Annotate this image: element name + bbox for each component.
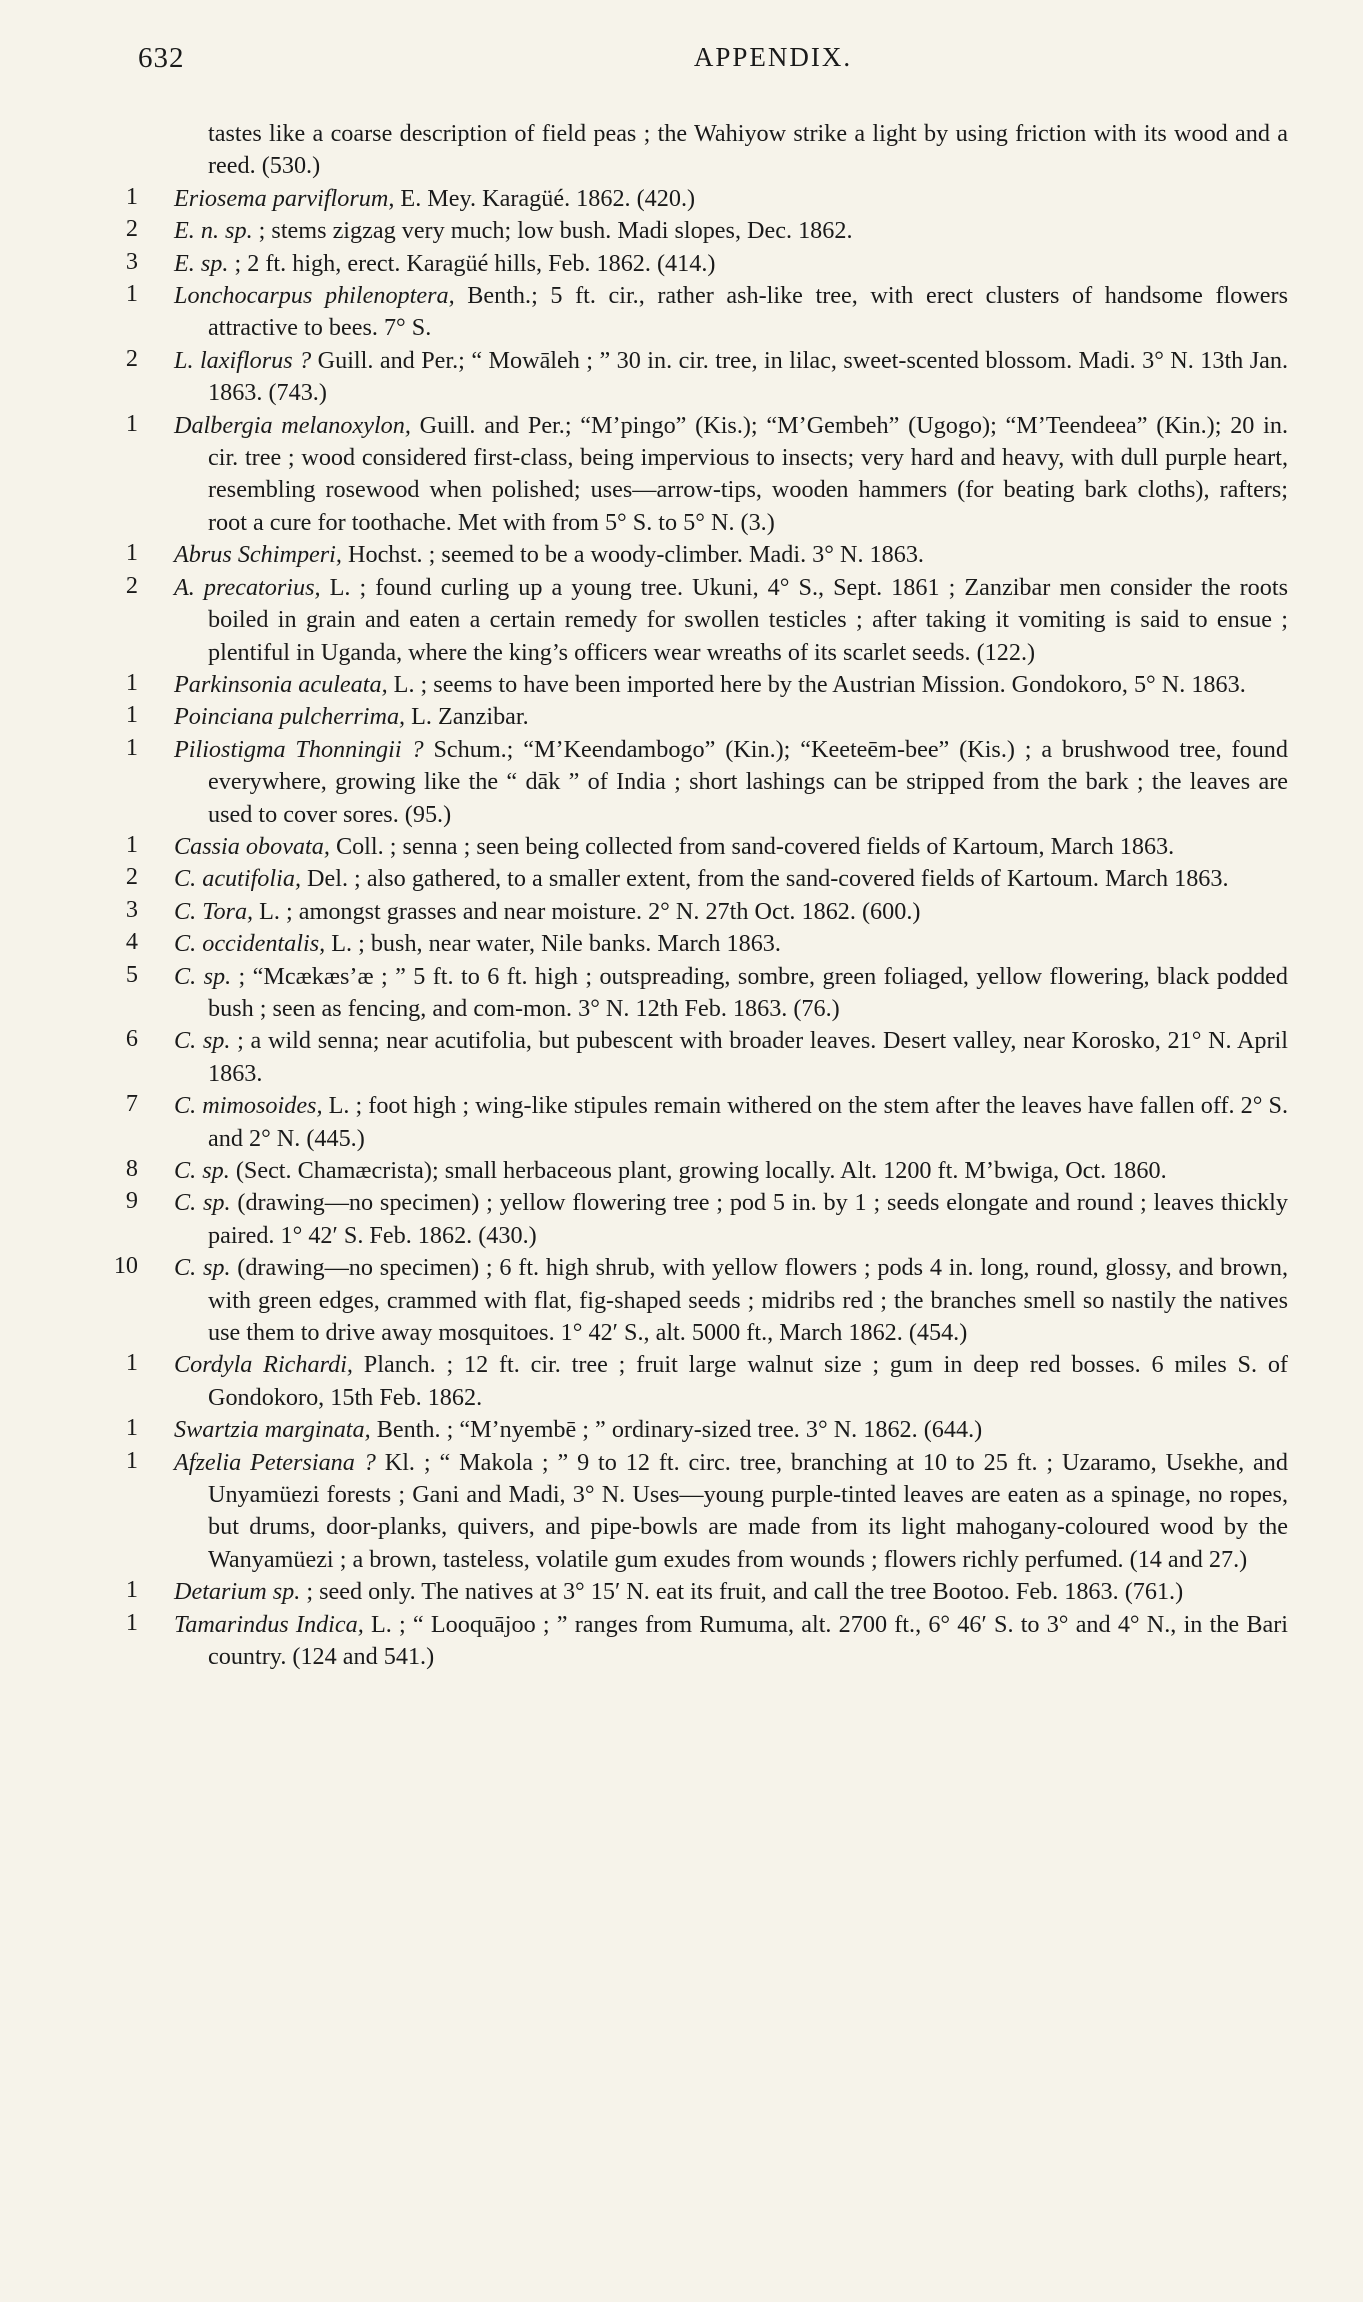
entry [125,1155,1288,1187]
entry-number-text: 1 [125,830,138,858]
entry-number-text: 1 [125,1349,138,1377]
species-name: C. occidentalis, [174,930,326,958]
entry [125,280,1288,345]
species-name: Tamarindus Indica, [174,1610,364,1638]
entry-description: (Sect. Chamæcrista); small herbaceous plant, growing locally. Alt. 1200 ft. M’bwiga, Oct. 1860. [229,1157,1167,1184]
entry-number-text: 2 [125,215,138,243]
entry [125,928,1288,960]
entry-description: Kl. ; “ Makola ; ” 9 to 12 ft. circ. tree, branching at 10 to 25 ft. ; Uzaramo, Usekhe, and Unyamüezi forests ; Gani and Madi, 3° N. Uses—young purple-tinted leaves are eaten as a spinage, no ropes, but drums, door-planks, quivers, and pipe-bowls are made from its light mahogany-coloured wood by the Wanyamüezi ; a brown, tasteless, volatile gum exudes from wounds ; flowers richly perfumed. (14 and 27.) [208,1448,1288,1573]
entry-description: ; seed only. The natives at 3° 15′ N. eat its fruit, and call the tree Bootoo. Feb. 1863. (761.) [300,1578,1184,1606]
entry [125,1025,1289,1090]
entry-number-text: 6 [125,1025,138,1053]
entry-description: ; “Mcækæs’æ ; ” 5 ft. to 6 ft. high ; outspreading, sombre, green foliaged, yellow flowering, black podded bush ; seen as fencing, and com-mon. 3° N. 12th Feb. 1863. (76.) [208,962,1288,1022]
entry [125,571,1288,669]
entry-number-text: 5 [125,960,138,988]
species-name: L. laxiflorus ? [174,346,312,374]
species-name: Parkinsonia aculeata, [174,670,388,698]
entry [125,701,1288,733]
page-number: 632 [138,42,185,74]
entry-list [113,182,1289,1674]
entry-number-text: 4 [125,928,138,956]
species-name: Piliostigma Thonningii ? [174,735,424,763]
entry-description: Guill. and Per.; “M’pingo” (Kis.); “M’Gembeh” (Ugogo); “M’Teendeea” (Kin.); 20 in. cir. tree ; wood considered first-class, being impervious to insects; very hard and heavy, with dull purple heart, resembling rosewood when polished; uses—arrow-tips, wooden hammers (for beating bark cloths), rafters; root a cure for toothache. Met with from 5° S. to 5° N. (3.) [208,411,1288,536]
entry-description: Hochst. ; seemed to be a woody-climber. Madi. 3° N. 1863. [341,541,924,569]
entry [125,215,1288,247]
entry [125,182,1288,215]
entry-number-text: 10 [113,1252,138,1280]
entry-number-text: 1 [125,539,138,567]
entry-number-text: 1 [125,701,138,729]
species-name: Eriosema parviflorum, [174,184,395,212]
species-name: A. precatorius, [174,573,321,601]
entry-description: Coll. ; senna ; seen being collected from sand-covered fields of Kartoum, March 1863. [329,832,1175,860]
entry [125,830,1288,863]
species-name: Swartzia marginata, [174,1416,371,1444]
entry [125,895,1288,928]
entry-number-text: 2 [125,863,138,891]
running-head: APPENDIX. [693,42,853,72]
entry [125,344,1288,410]
entry-number-text: 7 [125,1090,138,1118]
entry [125,1187,1288,1252]
entry-number-text: 1 [125,1414,138,1442]
entry-description: (drawing—no specimen) ; 6 ft. high shrub, with yellow flowers ; pods 4 in. long, round, glossy, and brown, with green edges, crammed with flat, fig-shaped seeds ; midribs red ; the branches smell so nastily the natives use them to drive away mosquitoes. 1° 42′ S., alt. 5000 ft., March 1862. (454.) [208,1254,1289,1347]
entry [125,1608,1288,1674]
entry-description: ; a wild senna; near acutifolia, but pubescent with broader leaves. Desert valley, near Korosko, 21° N. April 1863. [208,1027,1289,1087]
entry-description: Benth. ; “M’nyembē ; ” ordinary-sized tree. 3° N. 1862. (644.) [370,1416,983,1444]
species-name: C. sp. [174,1157,230,1184]
species-name: C. Tora, [174,897,254,925]
entry-number-text: 1 [125,733,138,761]
entry [125,1576,1288,1608]
entry-number-text: 2 [125,344,138,372]
entry [125,1414,1288,1446]
entry-number-text: 3 [125,895,138,923]
species-name: Poinciana pulcherrima, [174,703,406,731]
entry-description: L. ; “ Looquājoo ; ” ranges from Rumuma, alt. 2700 ft., 6° 46′ S. to 3° and 4° N., in the Bari country. (124 and 541.) [208,1610,1288,1671]
entry-description: L. ; bush, near water, Nile banks. March 1863. [325,930,781,958]
entry-description: L. Zanzibar. [405,703,529,731]
entry-description: L. ; seems to have been imported here by the Austrian Mission. Gondokoro, 5° N. 1863. [387,670,1246,698]
entry [125,539,1288,571]
continuation-text: tastes like a coarse description of field peas ; the Wahiyow strike a light by using friction with its wood and a reed. (530.) [208,120,1288,180]
species-name: E. sp. [174,249,229,277]
entry-number-text: 2 [125,571,138,599]
entry [125,247,1288,280]
species-name: Afzelia Petersiana ? [174,1448,376,1476]
appendix-entries [113,118,1289,1674]
entry-number-text: 1 [125,280,138,308]
entry [125,863,1288,895]
entry-number-text: 1 [125,668,138,696]
entry [113,1252,1289,1349]
entry-description: Guill. and Per.; “ Mowāleh ; ” 30 in. cir. tree, in lilac, sweet-scented blossom. Madi. 3° N. 13th Jan. 1863. (743.) [208,346,1288,407]
entry-description: (drawing—no specimen) ; yellow flowering tree ; pod 5 in. by 1 ; seeds elongate and round ; leaves thickly paired. 1° 42′ S. Feb. 1862. (430.) [208,1189,1288,1249]
entry-description: L. ; found curling up a young tree. Ukuni, 4° S., Sept. 1861 ; Zanzibar men consider the roots boiled in grain and eaten a certain remedy for swollen testicles ; after taking it vomiting is said to ensue ; plentiful in Uganda, where the king’s officers wear wreaths of its scarlet seeds. (122.) [208,573,1288,666]
entry-description: L. ; foot high ; wing-like stipules remain withered on the stem after the leaves have fallen off. 2° S. and 2° N. (445.) [208,1092,1288,1152]
entry [125,960,1288,1026]
entry-description: ; 2 ft. high, erect. Karagüé hills, Feb. 1862. (414.) [228,249,716,277]
entry-description: Benth.; 5 ft. cir., rather ash-like tree, with erect clusters of handsome flowers attractive to bees. 7° S. [208,282,1288,342]
entry [125,1090,1288,1155]
entry [125,668,1288,701]
species-name: C. sp. [174,1189,231,1217]
entry-number-text: 3 [125,247,138,275]
page-header [138,42,1288,94]
entry [125,409,1288,540]
entry-number-text: 1 [125,182,138,210]
species-name: Dalbergia melanoxylon, [174,411,411,439]
entry-number-text: 9 [125,1187,138,1215]
species-name: C. sp. [174,962,232,990]
entry-number-text: 1 [125,1446,138,1474]
entry-description: E. Mey. Karagüé. 1862. (420.) [394,184,696,212]
species-name: C. acutifolia, [174,865,301,893]
entry-number-text: 1 [125,1608,138,1636]
entry [125,733,1288,831]
species-name: Cordyla Richardi, [174,1351,353,1379]
entry-number-text: 8 [125,1155,138,1182]
species-name: Abrus Schimperi, [174,541,342,569]
entry-description: Planch. ; 12 ft. cir. tree ; fruit large walnut size ; gum in deep red bosses. 6 miles S. of Gondokoro, 15th Feb. 1862. [208,1351,1288,1411]
species-name: E. n. sp. [174,217,253,245]
entry [125,1349,1288,1414]
entry-description: Del. ; also gathered, to a smaller extent, from the sand-covered fields of Kartoum. March 1863. [300,865,1229,893]
species-name: C. sp. [174,1254,231,1282]
entry [125,1446,1288,1577]
species-name: Cassia obovata, [174,832,330,860]
species-name: C. mimosoides, [174,1092,323,1120]
entry-number-text: 1 [125,409,138,437]
species-name: Lonchocarpus philenoptera, [174,282,455,310]
species-name: C. sp. [174,1027,231,1055]
entry-description: L. ; amongst grasses and near moisture. 2° N. 27th Oct. 1862. (600.) [253,897,921,925]
entry-description: Schum.; “M’Keendambogo” (Kin.); “Keeteēm-bee” (Kis.) ; a brushwood tree, found everywhere, growing like the “ dāk ” of India ; short lashings can be stripped from the bark ; the leaves are used to cover sores. (95.) [208,735,1288,828]
entry-number-text: 1 [125,1576,138,1604]
species-name: Detarium sp. [174,1578,301,1606]
entry-description: ; stems zigzag very much; low bush. Madi slopes, Dec. 1862. [252,217,853,245]
